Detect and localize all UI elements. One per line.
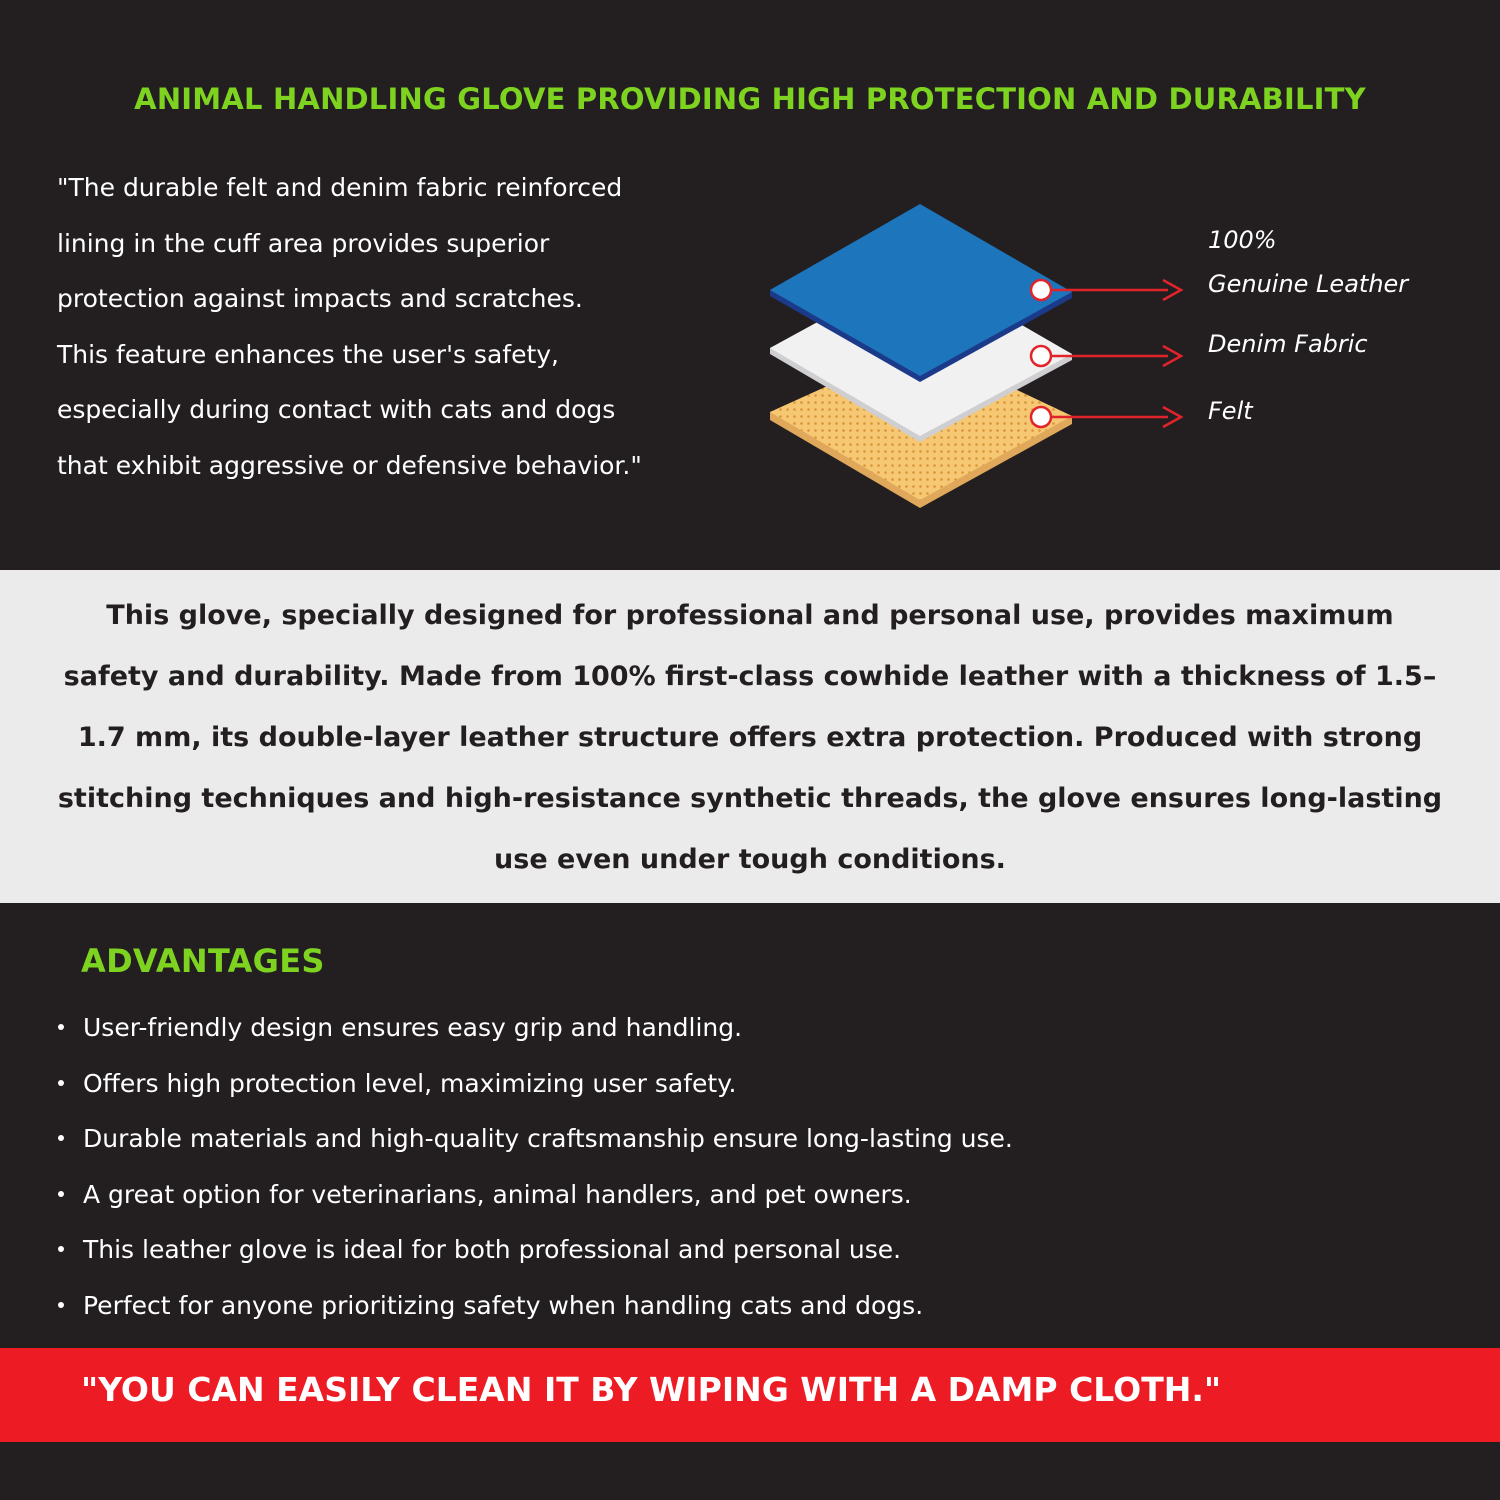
bullet-icon (58, 1135, 64, 1141)
leather-label: Genuine Leather (1208, 270, 1409, 298)
intro-line: lining in the cuff area provides superior (57, 228, 550, 258)
intro-line: This feature enhances the user's safety, (57, 339, 559, 369)
bullet-icon (58, 1080, 64, 1086)
leather-percent-label: 100% (1208, 226, 1277, 254)
intro-quote (57, 160, 757, 493)
advantage-text: Offers high protection level, maximizing user safety. (83, 1068, 737, 1098)
bullet-icon (58, 1246, 64, 1252)
advantage-item (55, 1111, 1355, 1167)
intro-line: especially during contact with cats and dogs (57, 395, 616, 424)
advantage-text: User-friendly design ensures easy grip and handling. (83, 1013, 743, 1042)
cleaning-note: "YOU CAN EASILY CLEAN IT BY WIPING WITH A DAMP CLOTH." (81, 1370, 1222, 1409)
headline: ANIMAL HANDLING GLOVE PROVIDING HIGH PROTECTION AND DURABILITY (134, 82, 1366, 116)
advantage-item (55, 1000, 1355, 1056)
material-layers-diagram (760, 195, 1200, 515)
intro-line: that exhibit aggressive or defensive behavior." (57, 450, 642, 480)
advantage-text: This leather glove is ideal for both professional and personal use. (83, 1235, 902, 1264)
advantages-list (55, 1000, 1355, 1333)
advantages-heading: ADVANTAGES (81, 942, 325, 980)
advantage-text: A great option for veterinarians, animal handlers, and pet owners. (83, 1179, 912, 1209)
intro-line: "The durable felt and denim fabric reinforced (57, 173, 623, 202)
advantage-text: Durable materials and high-quality craftsmanship ensure long-lasting use. (83, 1124, 1013, 1153)
advantage-item (55, 1056, 1355, 1112)
advantage-item (55, 1167, 1355, 1223)
advantage-item (55, 1222, 1355, 1278)
bullet-icon (58, 1191, 64, 1197)
intro-line: protection against impacts and scratches. (57, 284, 583, 313)
advantage-text: Perfect for anyone prioritizing safety when handling cats and dogs. (83, 1290, 924, 1320)
product-description: This glove, specially designed for professional and personal use, provides maximum safety and durability. Made from 100% first-class cowhide leather with a thickness of 1.5–1.7 mm, its double-layer leather structure offers extra protection. Produced with strong stitching techniques and high-resistance synthetic threads, the glove ensures long-lasting use even under tough conditions. (57, 600, 1443, 875)
denim-label: Denim Fabric (1208, 330, 1368, 358)
bullet-icon (58, 1024, 64, 1030)
felt-label: Felt (1208, 397, 1253, 425)
bullet-icon (58, 1302, 64, 1308)
advantage-item (55, 1278, 1355, 1334)
